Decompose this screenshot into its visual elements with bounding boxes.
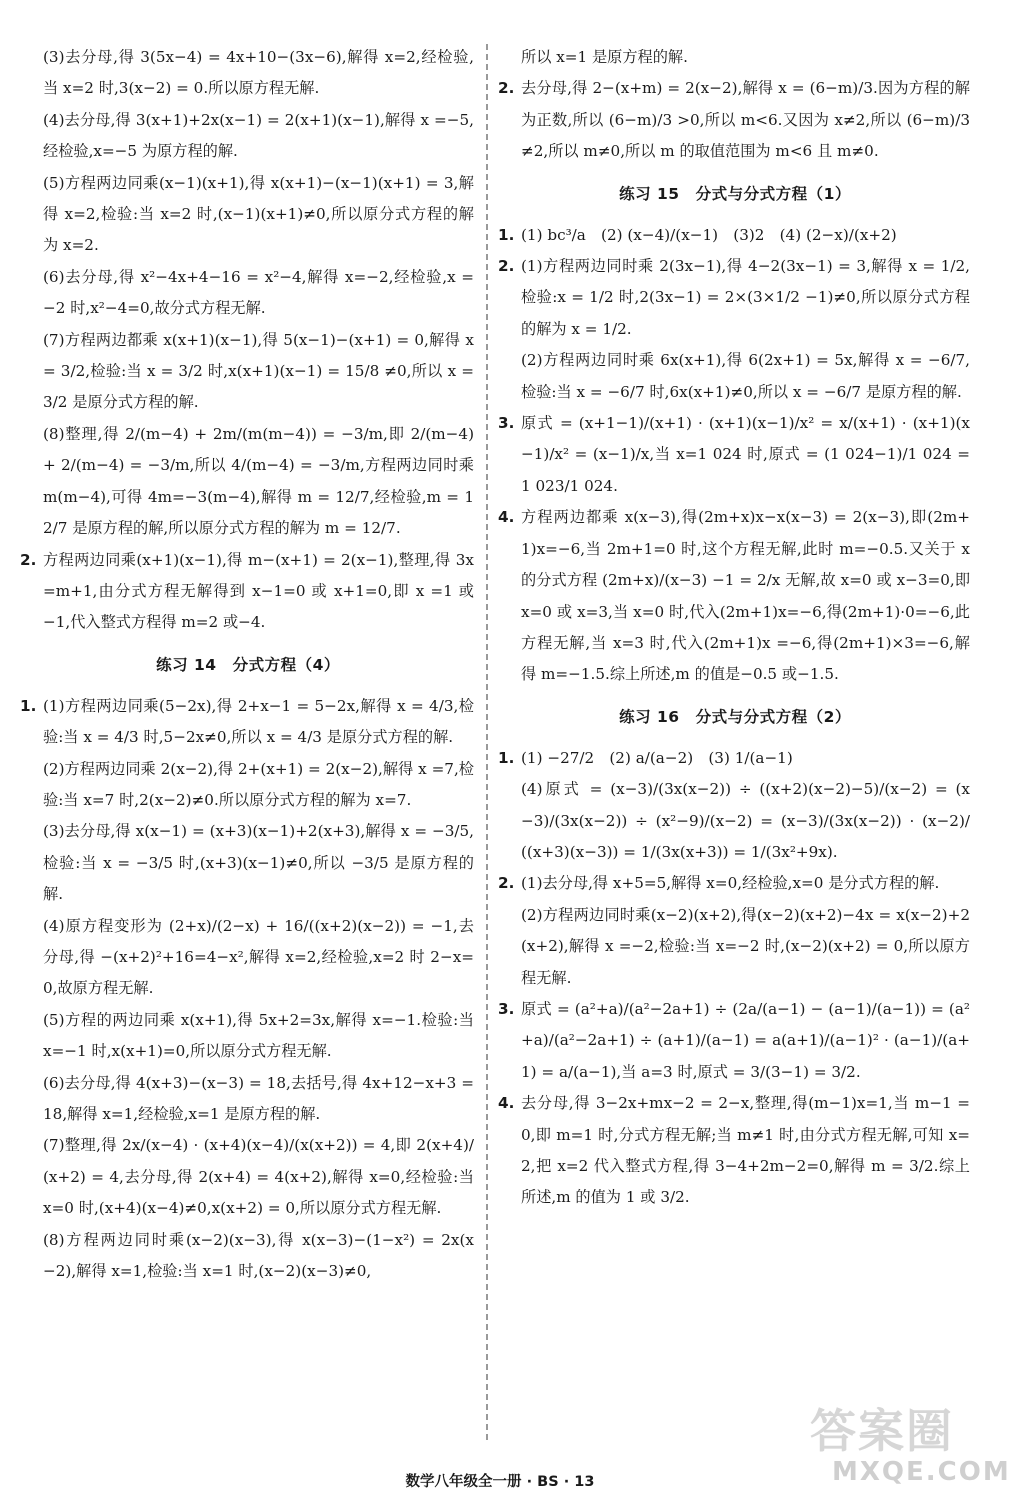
answer-item [500,743,970,774]
answer-text: (2)方程两边同时乘 6x(x+1),得 6(2x+1) = 5x,解得 x = −6/7,检验:当 x = −6/7 时,6x(x+1)≠0,所以 x = −6/7 是原方程的解. [521,351,970,401]
answer-item [500,220,970,251]
left-column [22,42,474,1442]
watermark-logo [800,1395,1011,1500]
answer-text: (4)原方程变形为 (2+x)/(2−x) + 16/((x+2)(x−2)) = −1,去分母,得 −(x+2)²+16=4−x²,解得 x=2,经检验,x=2 时 2−x=0,故原方程无解. [43,916,474,998]
answer-text: 原式 = (a²+a)/(a²−2a+1) ÷ (2a/(a−1) − (a−1)/(a−1)) = (a²+a)/(a²−2a+1) ÷ (a+1)/(a−1) = a(a+1)/(a−1)² · (a−1)/(a+1) = a/(a−1),当 a=3 时,原式 = 3/(3−1) = 3/2. [521,999,970,1081]
question-number: 2. [498,874,515,893]
watermark-url: MXQE.COM [832,1457,1011,1487]
answer-item [22,325,474,419]
answer-item [22,168,474,262]
question-number: 1. [20,696,37,715]
page-footer: 数学八年级全一册 · BS · 13 [405,1474,595,1490]
question-number: 4. [498,1094,515,1113]
answer-text: (4)原式 = (x−3)/(3x(x−2)) ÷ ((x+2)(x−2)−5)/(x−2) = (x−3)/(3x(x−2)) ÷ (x²−9)/(x−2) = (x−3)/(3x(x−2)) · (x−2)/((x+3)(x−3)) = 1/(3x(x+3)) = 1/(3x²+9x). [521,780,970,861]
answer-item [22,42,474,105]
answer-text: (6)去分母,得 x²−4x+4−16 = x²−4,解得 x=−2,经检验,x =−2 时,x²−4=0,故分式方程无解. [43,267,474,318]
answer-text: (5)方程的两边同乘 x(x+1),得 5x+2=3x,解得 x=−1.检验:当 x=−1 时,x(x+1)=0,所以原分式方程无解. [43,1010,474,1061]
answer-item [22,545,474,639]
answer-text: (8)方程两边同时乘(x−2)(x−3),得 x(x−3)−(1−x²) = 2x(x−2),解得 x=1,检验:当 x=1 时,(x−2)(x−3)≠0, [43,1230,474,1281]
answer-text: (2)方程两边同乘 2(x−2),得 2+(x+1) = 2(x−2),解得 x =7,检验:当 x=7 时,2(x−2)≠0.所以原分式方程的解为 x=7. [43,759,474,809]
question-number: 4. [498,508,515,527]
column-divider [486,44,488,1440]
question-number: 3. [498,999,515,1018]
answer-item [22,754,474,817]
answer-text: (1)方程两边同时乘 2(3x−1),得 4−2(3x−1) = 3,解得 x = 1/2,检验:x = 1/2 时,2(3x−1) = 2×(3×1/2 −1)≠0,所以原分式方程的解为 x = 1/2. [521,257,970,338]
question-number: 2. [498,257,515,276]
answer-text: (6)去分母,得 4(x+3)−(x−3) = 18,去括号,得 4x+12−x+3 = 18,解得 x=1,经检验,x=1 是原方程的解. [43,1073,474,1123]
answer-item [22,419,474,545]
answer-item [22,1225,474,1288]
question-number: 1. [498,748,515,767]
answer-item [22,1068,474,1131]
answer-text: 去分母,得 2−(x+m) = 2(x−2),解得 x = (6−m)/3.因为方程的解为正数,所以 (6−m)/3 >0,所以 m<6.又因为 x≠2,所以 (6−m)/3 ≠2,所以 m≠0,所以 m 的取值范围为 m<6 且 m≠0. [521,79,970,161]
answer-item [500,408,970,502]
answer-text: (4)去分母,得 3(x+1)+2x(x−1) = 2(x+1)(x−1),解得 x =−5,经检验,x=−5 为原方程的解. [43,110,474,161]
answer-text: 所以 x=1 是原方程的解. [521,48,688,66]
answer-text: 原式 = (x+1−1)/(x+1) · (x+1)(x−1)/x² = x/(x+1) · (x+1)(x−1)/x² = (x−1)/x,当 x=1 024 时,原式 = (1 024−1)/1 024 = 1 023/1 024. [521,414,970,495]
answer-item [22,105,474,168]
answer-item [500,774,970,868]
answer-text: (3)去分母,得 3(5x−4) = 4x+10−(3x−6),解得 x=2,经检验,当 x=2 时,3(x−2) = 0.所以原方程无解. [43,48,474,98]
answer-item [500,1088,970,1214]
section-title: 练习 16 分式与分式方程（2） [619,707,851,726]
section-title: 练习 15 分式与分式方程（1） [619,184,851,203]
answer-item [22,1130,474,1224]
answer-item [500,251,970,345]
question-number: 3. [498,414,515,433]
answer-item [22,911,474,1005]
answer-item [22,1005,474,1068]
answer-text: (1)方程两边同乘(5−2x),得 2+x−1 = 5−2x,解得 x = 4/3,检验:当 x = 4/3 时,5−2x≠0,所以 x = 4/3 是原分式方程的解. [43,696,474,747]
answer-item [22,816,474,910]
answer-text: (7)方程两边都乘 x(x+1)(x−1),得 5(x−1)−(x+1) = 0,解得 x = 3/2,检验:当 x = 3/2 时,x(x+1)(x−1) = 15/8 ≠0,所以 x = 3/2 是原分式方程的解. [43,330,474,412]
answer-item [500,502,970,690]
answer-text: 去分母,得 3−2x+mx−2 = 2−x,整理,得(m−1)x=1,当 m−1 =0,即 m=1 时,分式方程无解;当 m≠1 时,由分式方程无解,可知 x=2,把 x=2 代入整式方程,得 3−4+2m−2=0,解得 m = 3/2.综上所述,m 的值为 1 或 3/2. [521,1094,970,1207]
question-number: 1. [498,225,515,244]
answer-text: 方程两边都乘 x(x−3),得(2m+x)x−x(x−3) = 2(x−3),即(2m+1)x=−6,当 2m+1=0 时,这个方程无解,此时 m=−0.5.又关于 x 的分式方程 (2m+x)/(x−3) −1 = 2/x 无解,故 x=0 或 x−3=0,即 x=0 或 x=3,当 x=0 时,代入(2m+1)x=−6,得(2m+1)·0=−6,此方程无解,当 x=3 时,代入(2m+1)x =−6,得(2m+1)×3=−6,解得 m=−1.5.综上所述,m 的值是−0.5 或−1.5. [521,508,971,684]
right-column [500,42,970,1442]
answer-text: (5)方程两边同乘(x−1)(x+1),得 x(x+1)−(x−1)(x+1) = 3,解得 x=2,检验:当 x=2 时,(x−1)(x+1)≠0,所以原分式方程的解为 x=2. [43,173,474,255]
answer-item [500,42,970,73]
answer-text: (1) −27/2 (2) a/(a−2) (3) 1/(a−1) [521,748,793,767]
answer-item [22,691,474,754]
answer-text: (8)整理,得 2/(m−4) + 2m/(m(m−4)) = −3/m,即 2/(m−4) + 2/(m−4) = −3/m,所以 4/(m−4) = −3/m,方程两边同时乘 m(m−4),可得 4m=−3(m−4),解得 m = 12/7,经检验,m = 12/7 是原方程的解,所以原分式方程的解为 m = 12/7. [43,424,474,538]
answer-text: (2)方程两边同时乘(x−2)(x+2),得(x−2)(x+2)−4x = x(x−2)+2(x+2),解得 x =−2,检验:当 x=−2 时,(x−2)(x+2) = 0,所以原方程无解. [521,905,970,987]
answer-item [500,73,970,167]
answer-item [22,262,474,325]
answer-item [500,868,970,899]
question-number: 2. [20,550,37,569]
section-title: 练习 14 分式方程（4） [156,655,340,674]
answer-item [500,994,970,1088]
answer-text: (3)去分母,得 x(x−1) = (x+3)(x−1)+2(x+3),解得 x = −3/5,检验:当 x = −3/5 时,(x+3)(x−1)≠0,所以 −3/5 是原方程的解. [43,822,474,904]
answer-text: (1) bc³/a (2) (x−4)/(x−1) (3)2 (4) (2−x)/(x+2) [521,225,897,244]
answer-text: (1)去分母,得 x+5=5,解得 x=0,经检验,x=0 是分式方程的解. [521,874,940,893]
answer-text: 方程两边同乘(x+1)(x−1),得 m−(x+1) = 2(x−1),整理,得 3x=m+1,由分式方程无解得到 x−1=0 或 x+1=0,即 x =1 或−1,代入整式方程得 m=2 或−4. [43,550,474,632]
answer-item [500,345,970,408]
question-number: 2. [498,79,515,98]
watermark-text: 答案圈 [810,1404,954,1458]
answer-text: (7)整理,得 2x/(x−4) · (x+4)(x−4)/(x(x+2)) = 4,即 2(x+4)/(x+2) = 4,去分母,得 2(x+4) = 4(x+2),解得 x=0,经检验:当 x=0 时,(x+4)(x−4)≠0,x(x+2) = 0,所以原分式方程无解. [43,1136,474,1218]
answer-item [500,900,970,994]
